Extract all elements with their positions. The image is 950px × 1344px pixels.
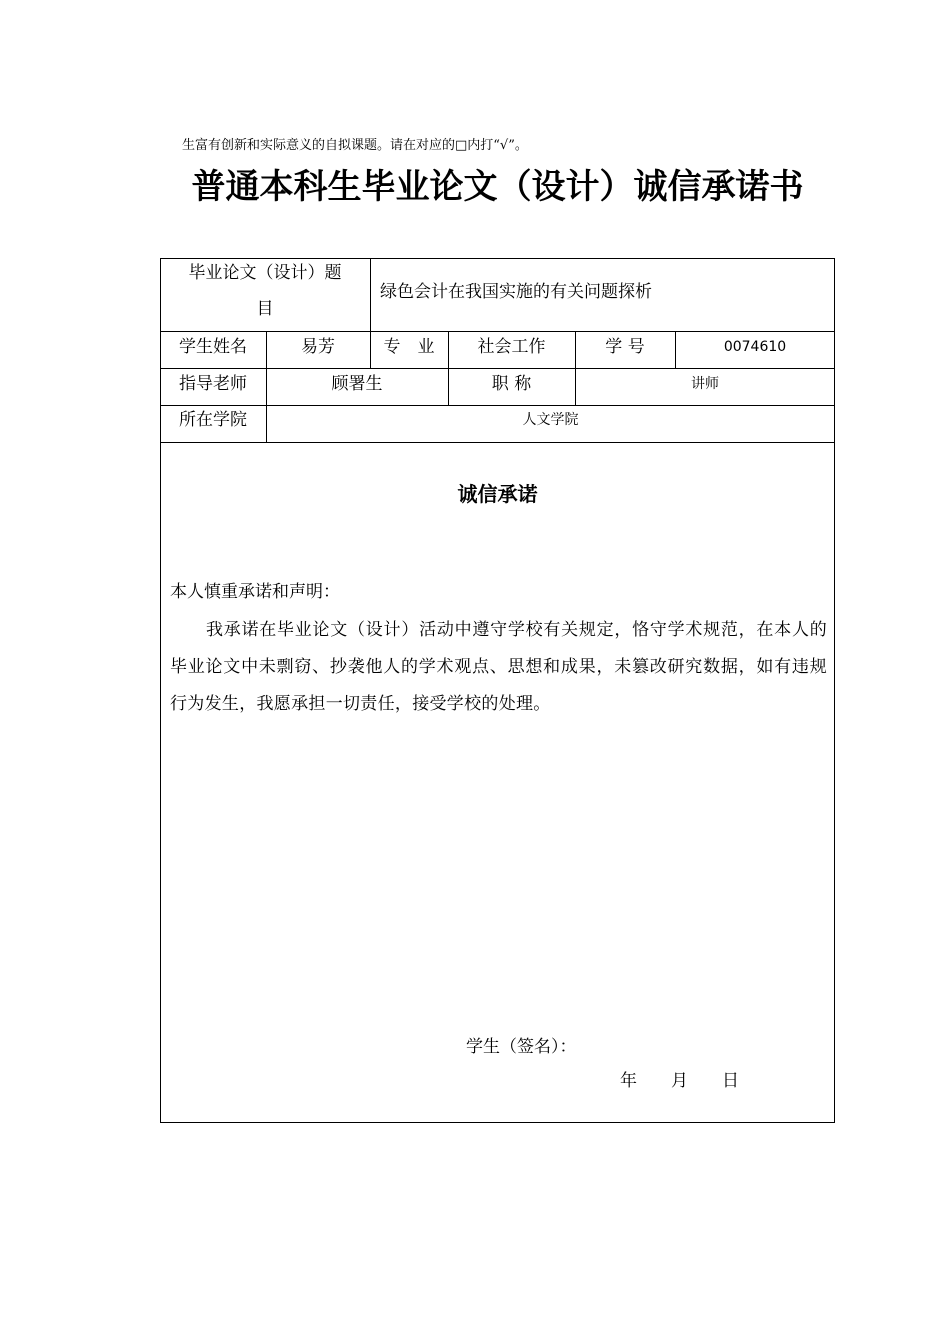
advisor-value: 顾署生 [331,374,383,394]
row-divider [160,442,835,443]
pledge-heading: 诚信承诺 [457,482,538,506]
student-name-label: 学生姓名 [179,337,247,357]
rank-value: 讲师 [691,376,719,392]
thesis-title-value: 绿色会计在我国实施的有关问题探析 [380,282,652,302]
column-divider [370,258,371,331]
date-label: 年 月 日 [620,1071,739,1091]
student-id-label: 学 号 [605,337,645,357]
thesis-title-label-line1: 毕业论文（设计）题 [188,263,342,283]
rank-label: 职 称 [491,374,532,394]
row-divider [160,331,835,332]
thesis-title-label-line2: 目 [256,299,274,319]
top-note: 生富有创新和实际意义的自拟课题。请在对应的□内打“√”。 [182,138,528,153]
row-divider [160,405,835,406]
pledge-intro: 本人慎重承诺和声明： [170,582,340,602]
major-label: 专 业 [383,337,435,357]
page-title: 普通本科生毕业论文（设计）诚信承诺书 [191,167,804,207]
signature-label: 学生（签名）： [466,1037,577,1057]
advisor-label: 指导老师 [179,374,247,394]
row-divider [160,368,835,369]
pledge-body: 我承诺在毕业论文（设计）活动中遵守学校有关规定，恪守学术规范，在本人的毕业论文中未剽窃、抄袭他人的学术观点、思想和成果，未篡改研究数据，如有违规行为发生，我愿承担一切责任，接受学校的处理。 [170,620,827,714]
student-id-value: 0074610 [723,339,787,355]
major-value: 社会工作 [477,337,546,357]
student-name-value: 易芳 [301,337,335,357]
college-label: 所在学院 [179,410,247,430]
college-value: 人文学院 [522,412,579,428]
